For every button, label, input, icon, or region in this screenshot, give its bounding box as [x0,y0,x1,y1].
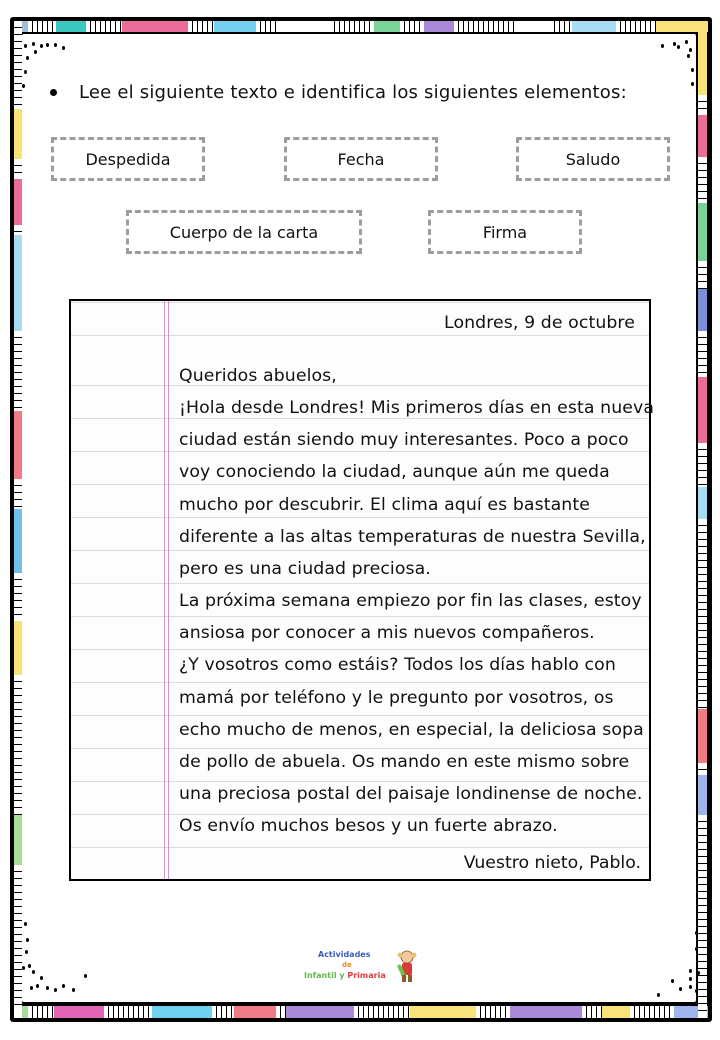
letter-line: pero es una ciudad preciosa. [179,558,431,579]
letter-line: ¡Hola desde Londres! Mis primeros días en esta nueva [179,398,655,419]
letter-line: echo mucho de menos, en especial, la deliciosa sopa [179,719,644,740]
letter-line: de pollo de abuela. Os mando en este mismo sobre [179,751,630,772]
notebook-margin-line [164,301,169,879]
letter-line: ansiosa por conocer a mis nuevos compañeros. [179,623,595,644]
label-text: Saludo [565,149,621,169]
publisher-logo [302,948,422,988]
bullet-icon [50,89,57,96]
label-cuerpo-de-la-carta [126,210,362,254]
label-text: Firma [482,222,528,242]
child-with-pencil-icon [394,948,420,984]
letter-line: voy conociendo la ciudad, aunque aún me queda [179,462,610,483]
corner-dots-top-right [655,38,715,98]
letter-signature: Vuestro nieto, Pablo. [463,853,641,873]
label-saludo [516,137,670,181]
label-despedida [51,137,205,181]
instruction-text: Lee el siguiente texto e identifica los siguientes elementos: [79,82,627,103]
letter-line: La próxima semana empiezo por fin las clases, estoy [179,591,642,612]
frame-left-strip [14,21,22,1018]
logo-primaria: Primaria [347,971,386,980]
label-text: Fecha [337,149,385,169]
letter-line: ciudad están siendo muy interesantes. Poco a poco [179,430,629,451]
letter-body [179,360,655,842]
instruction [50,82,627,103]
letter-line: mucho por descubrir. El clima aquí es bastante [179,494,590,515]
letter-paper [69,299,655,881]
logo-line-2: de [342,961,352,969]
frame-top-strip [14,21,708,32]
logo-line-3 [304,971,386,980]
letter-closing: Os envío muchos besos y un fuerte abrazo. [179,816,558,837]
label-firma [428,210,582,254]
letter-greeting: Queridos abuelos, [179,366,337,386]
letter-line: diferente a las altas temperaturas de nuestra Sevilla, [179,526,646,547]
letter-date: Londres, 9 de octubre [444,313,635,333]
corner-dots-bottom-right [655,925,715,985]
letter-line: mamá por teléfono y le pregunto por vosotros, os [179,687,614,708]
corner-dots-bottom-left [22,920,82,980]
frame-right-strip [698,21,707,1018]
label-text: Despedida [85,149,171,169]
label-fecha [284,137,438,181]
logo-infantil: Infantil y [304,971,348,980]
letter-line: ¿Y vosotros como estáis? Todos los días hablo con [179,655,616,676]
letter-line: una preciosa postal del paisaje londinense de noche. [179,784,643,805]
label-text: Cuerpo de la carta [169,222,319,242]
frame-bottom-strip [14,1006,708,1018]
logo-line-1: Actividades [318,950,371,959]
